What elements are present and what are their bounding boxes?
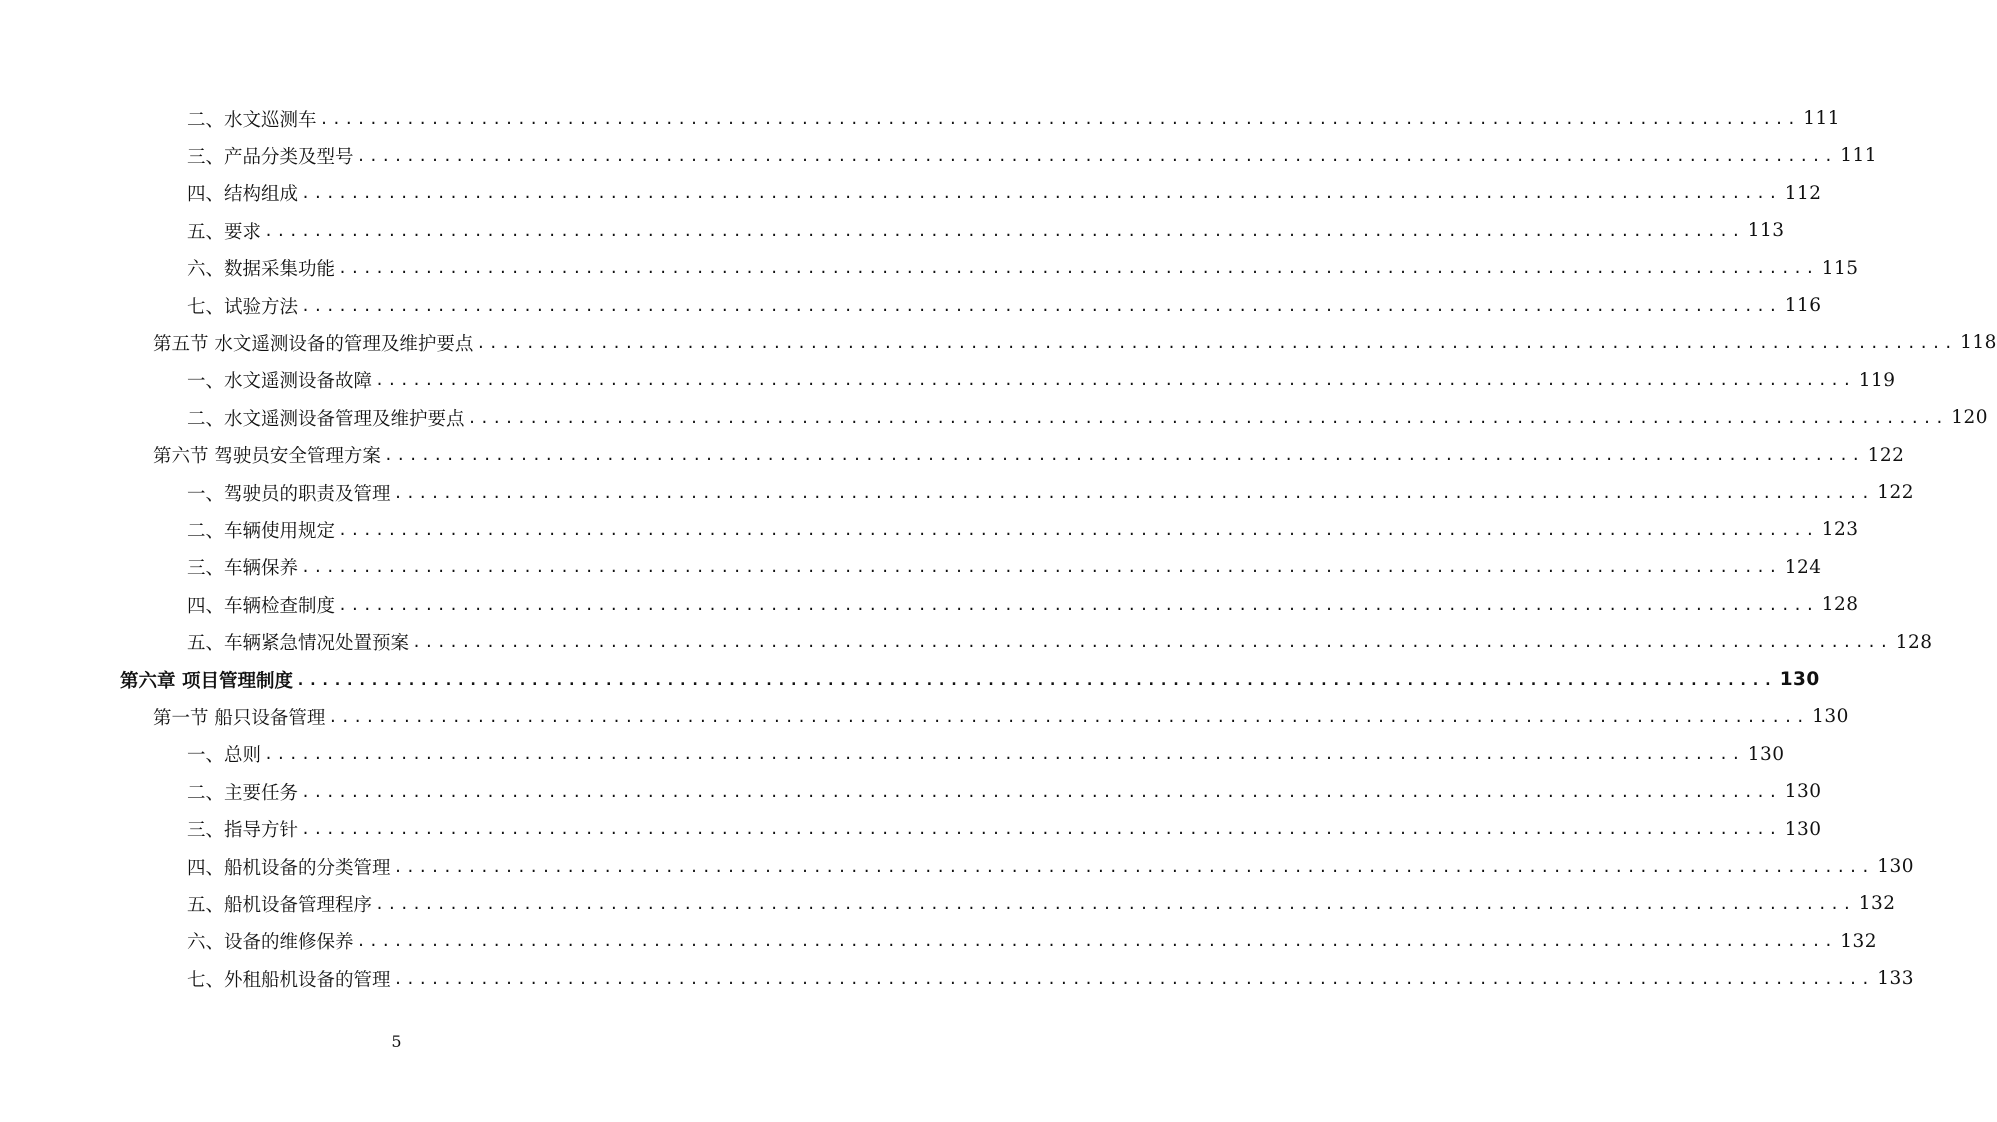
dot-leader: ........................................................................................................................: [301, 296, 1781, 315]
toc-entry[interactable]: [153, 698, 1849, 735]
toc-entry-prefix: 四、: [187, 184, 225, 206]
toc-entry-page: 111: [1803, 108, 1841, 129]
toc-entry-label: [187, 218, 261, 244]
toc-entry[interactable]: [187, 885, 1896, 922]
toc-entry-label: [187, 180, 298, 206]
toc-entry-label: [187, 629, 409, 655]
toc-entry-page: 133: [1877, 968, 1915, 990]
toc-entry-page: 128: [1895, 631, 1933, 653]
toc-entry-page: 119: [1858, 369, 1896, 391]
toc-entry-page: 122: [1877, 482, 1915, 503]
dot-leader: ........................................................................................................................: [356, 932, 1837, 951]
toc-entry-prefix: 七、: [187, 296, 225, 318]
toc-entry-prefix: 第六节: [153, 446, 209, 468]
toc-entry-prefix: 二、: [187, 109, 225, 131]
toc-entry[interactable]: [187, 212, 1785, 249]
dot-leader: ........................................................................................................................: [338, 520, 1818, 539]
toc-entry-label: [153, 442, 381, 468]
dot-leader: ........................................................................................................................: [375, 371, 1855, 390]
toc-entry-title: 水文遥测设备管理及维护要点: [224, 408, 465, 430]
toc-entry-title: 船只设备管理: [214, 707, 326, 729]
dot-leader: ........................................................................................................................: [328, 707, 1809, 726]
toc-entry-label: [187, 517, 335, 543]
dot-leader: ........................................................................................................................: [393, 857, 1874, 876]
toc-entry-title: 车辆使用规定: [224, 520, 336, 542]
toc-entry-prefix: 第五节: [153, 333, 209, 355]
toc-entry-title: 车辆紧急情况处置预案: [224, 633, 410, 655]
dot-leader: ........................................................................................................................: [467, 408, 1948, 427]
toc-entry-page: 130: [1877, 856, 1915, 877]
toc-entry-title: 水文遥测设备的管理及维护要点: [214, 333, 474, 355]
toc-entry-title: 驾驶员安全管理方案: [214, 446, 381, 468]
toc-entry-prefix: 五、: [187, 633, 225, 655]
toc-entry-prefix: 一、: [187, 371, 225, 393]
toc-entry-prefix: 三、: [187, 146, 225, 168]
toc-entry[interactable]: [187, 137, 1878, 174]
toc-entry-label: [153, 704, 325, 730]
toc-entry-prefix: 六、: [187, 259, 225, 281]
toc-entry-page: 132: [1858, 893, 1896, 915]
toc-entry-page: 120: [1951, 407, 1989, 429]
toc-entry-prefix: 三、: [187, 820, 225, 842]
toc-entry-page: 111: [1840, 145, 1878, 167]
toc-entry-title: 设备的维修保养: [224, 932, 354, 954]
toc-entry-label: [187, 480, 391, 506]
toc-entry[interactable]: [153, 324, 1997, 361]
dot-leader: ........................................................................................................................: [393, 969, 1874, 988]
dot-leader: ........................................................................................................................: [356, 146, 1837, 165]
toc-entry[interactable]: [187, 848, 1915, 885]
toc-entry-prefix: 第六章: [120, 670, 176, 692]
toc-entry-prefix: 五、: [187, 894, 225, 916]
toc-entry-label: [187, 779, 298, 805]
toc-entry[interactable]: [187, 736, 1785, 773]
toc-entry[interactable]: [187, 773, 1822, 810]
toc-entry[interactable]: [153, 437, 1905, 474]
toc-entry-title: 主要任务: [224, 782, 299, 804]
dot-leader: ........................................................................................................................: [264, 745, 1744, 764]
toc-entry-label: [187, 928, 354, 954]
dot-leader: ........................................................................................................................: [301, 782, 1781, 801]
toc-entry-label: [187, 741, 261, 767]
toc-entry-prefix: 一、: [187, 483, 225, 505]
toc-entry-label: [187, 891, 372, 917]
toc-entry-prefix: 一、: [187, 745, 225, 767]
page-number: 5: [391, 1032, 402, 1051]
dot-leader: ........................................................................................................................: [301, 558, 1781, 577]
dot-leader: ........................................................................................................................: [295, 670, 1776, 689]
toc-entry-prefix: 二、: [187, 520, 225, 542]
toc-entry[interactable]: [187, 624, 1933, 661]
toc-entry-page: 122: [1867, 444, 1905, 466]
toc-entry-label: [187, 293, 298, 319]
toc-entry-title: 要求: [224, 221, 262, 243]
toc-entry-prefix: 四、: [187, 857, 225, 879]
toc-entry-title: 结构组成: [224, 184, 299, 206]
toc-entry-page: 118: [1960, 332, 1997, 354]
toc-entry[interactable]: [187, 923, 1878, 960]
toc-entry-label: [187, 966, 391, 992]
toc-entry-page: 123: [1821, 519, 1859, 541]
toc-entry[interactable]: [187, 362, 1896, 399]
toc-entry-title: 项目管理制度: [181, 670, 293, 692]
toc-entry-label: [120, 667, 293, 693]
toc-entry-prefix: 第一节: [153, 707, 209, 729]
toc-entry[interactable]: [187, 960, 1915, 997]
toc-entry-label: [187, 816, 298, 842]
toc-entry-title: 车辆保养: [224, 558, 299, 580]
dot-leader: ........................................................................................................................: [338, 259, 1818, 278]
toc-entry-title: 水文遥测设备故障: [224, 371, 373, 393]
toc-entry-label: [187, 405, 465, 431]
toc-entry[interactable]: [187, 586, 1859, 623]
toc-entry[interactable]: [187, 511, 1859, 548]
toc-entry-prefix: 二、: [187, 782, 225, 804]
toc-entry-page: 130: [1779, 669, 1820, 690]
toc-entry-title: 总则: [224, 745, 262, 767]
toc-entry-page: 115: [1821, 257, 1859, 279]
toc-entry[interactable]: [187, 811, 1822, 848]
toc-entry-page: 130: [1784, 818, 1822, 840]
toc-entry[interactable]: [187, 549, 1822, 586]
toc-entry-label: [187, 592, 335, 618]
toc-entry-page: 130: [1812, 706, 1849, 728]
dot-leader: ........................................................................................................................: [476, 333, 1957, 352]
toc-entry-page: 130: [1747, 743, 1785, 765]
toc-entry-title: 外租船机设备的管理: [224, 969, 391, 991]
toc-entry-prefix: 四、: [187, 595, 225, 617]
dot-leader: ........................................................................................................................: [301, 820, 1781, 839]
toc-entry[interactable]: [187, 175, 1822, 212]
toc-entry-label: [187, 367, 372, 393]
dot-leader: ........................................................................................................................: [301, 184, 1781, 203]
toc-entry[interactable]: [187, 250, 1859, 287]
toc-entry-title: 车辆检查制度: [224, 595, 336, 617]
toc-entry-label: [187, 106, 317, 132]
dot-leader: ........................................................................................................................: [264, 221, 1744, 240]
toc-entry-prefix: 二、: [187, 408, 225, 430]
toc-entry[interactable]: [187, 474, 1915, 511]
toc-entry-page: 116: [1784, 295, 1822, 316]
toc-entry-label: [187, 854, 391, 880]
dot-leader: ........................................................................................................................: [338, 595, 1818, 614]
toc-entry[interactable]: [187, 399, 1989, 436]
toc-entry-prefix: 六、: [187, 932, 225, 954]
toc-entry-title: 指导方针: [224, 820, 299, 842]
toc-entry-title: 试验方法: [224, 296, 299, 318]
toc-entry-label: [153, 330, 473, 356]
dot-leader: ........................................................................................................................: [393, 483, 1874, 502]
toc-entry-label: [187, 554, 298, 580]
toc-entry[interactable]: [187, 287, 1822, 324]
toc-entry[interactable]: [120, 661, 1820, 698]
dot-leader: ........................................................................................................................: [383, 446, 1864, 465]
dot-leader: ........................................................................................................................: [412, 633, 1892, 652]
toc-entry-title: 驾驶员的职责及管理: [224, 483, 391, 505]
dot-leader: ........................................................................................................................: [375, 894, 1855, 913]
toc-entry-prefix: 七、: [187, 969, 225, 991]
toc-entry-title: 水文巡测车: [224, 109, 317, 131]
toc-entry-title: 数据采集功能: [224, 259, 336, 281]
toc-entry-page: 130: [1784, 781, 1822, 803]
toc-entry-page: 132: [1840, 930, 1878, 952]
toc-entry-label: [187, 255, 335, 281]
toc-entry-title: 船机设备管理程序: [224, 894, 373, 916]
dot-leader: ........................................................................................................................: [319, 109, 1800, 128]
toc-entry-page: 113: [1747, 220, 1785, 242]
toc-entry-prefix: 三、: [187, 558, 225, 580]
toc-entry-page: 128: [1821, 594, 1859, 616]
toc-entry-page: 124: [1784, 556, 1822, 578]
toc-entry-title: 船机设备的分类管理: [224, 857, 391, 879]
toc-entry-page: 112: [1784, 182, 1822, 204]
toc-entry[interactable]: [187, 100, 1841, 137]
toc-entry-title: 产品分类及型号: [224, 146, 354, 168]
toc-entry-prefix: 五、: [187, 221, 225, 243]
toc-entry-label: [187, 143, 354, 169]
